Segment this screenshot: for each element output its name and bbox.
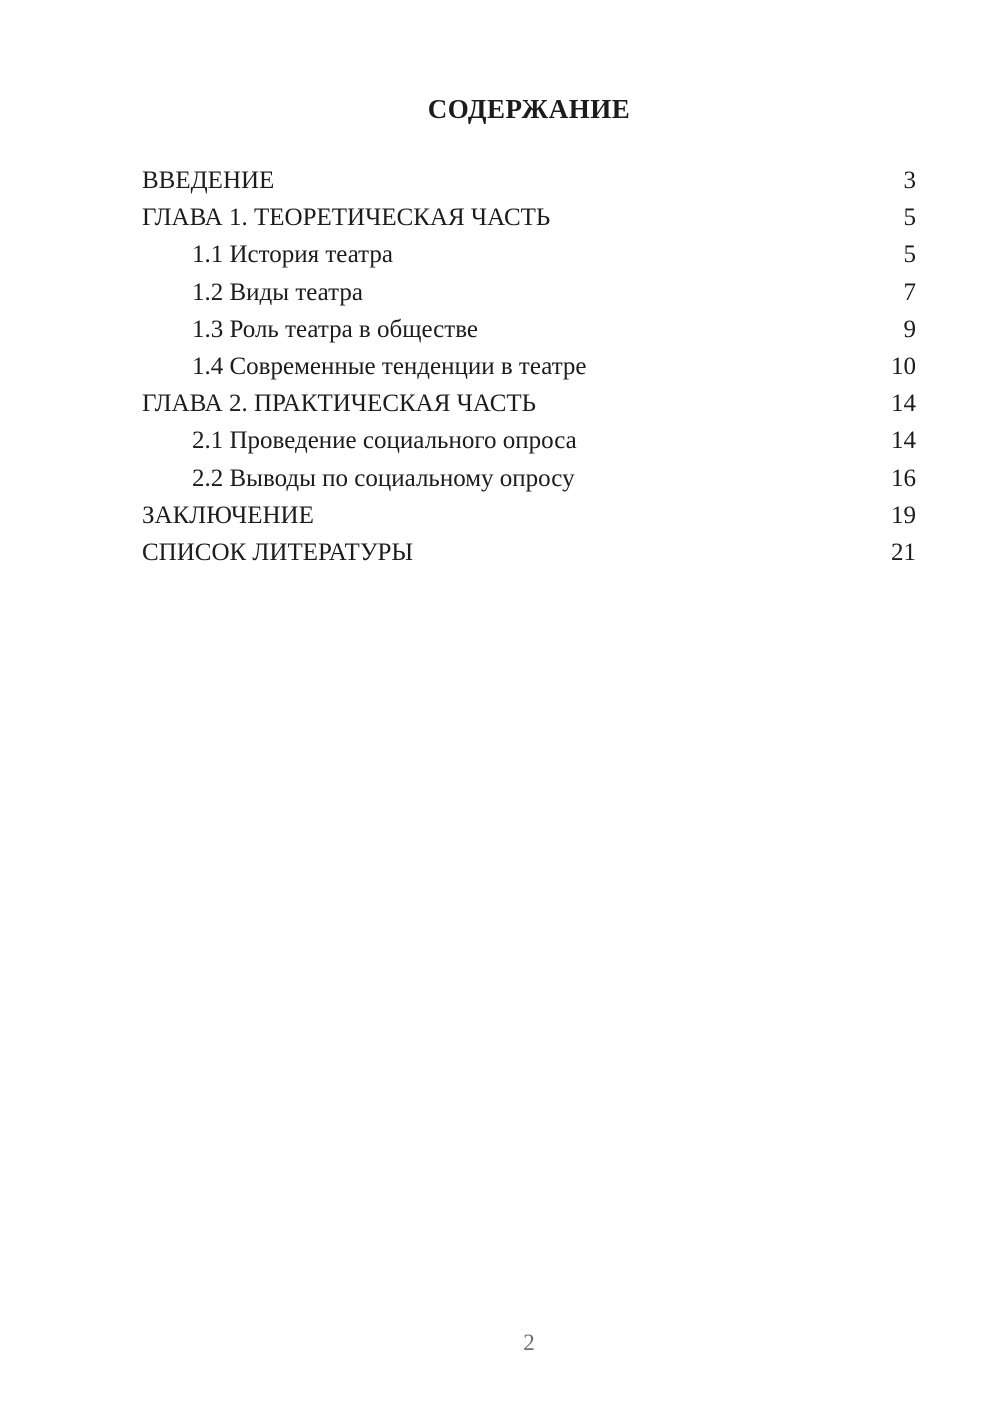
toc-entry-page-number: 14 [891, 427, 916, 455]
page-number-footer: 2 [523, 1330, 535, 1355]
toc-entry-label: 2.2 Выводы по социальному опросу [192, 464, 575, 492]
toc-entry-label: 1.2 Виды театра [192, 278, 363, 306]
toc-entry-label: ГЛАВА 1. ТЕОРЕТИЧЕСКАЯ ЧАСТЬ [142, 204, 551, 232]
toc-entry-label: ЗАКЛЮЧЕНИЕ [142, 501, 314, 529]
toc-entry [142, 497, 916, 534]
toc-entry-label: ГЛАВА 2. ПРАКТИЧЕСКАЯ ЧАСТЬ [142, 390, 537, 418]
toc-entry [142, 311, 916, 348]
toc-entry-page-number: 10 [891, 352, 916, 380]
toc-entry-page-number: 21 [891, 538, 916, 566]
toc-entry-label: 1.3 Роль театра в обществе [192, 315, 478, 343]
toc-entry-label: 2.1 Проведение социального опроса [192, 427, 577, 455]
toc-entry-label: 1.1 История театра [192, 241, 393, 269]
toc-entry-page-number: 5 [903, 241, 916, 269]
toc-entry [142, 385, 916, 422]
toc-entry [142, 199, 916, 236]
toc-entry-page-number: 7 [903, 278, 916, 306]
toc-entry [142, 534, 916, 571]
toc-entry-page-number: 3 [903, 167, 916, 194]
toc-entry-page-number: 16 [891, 464, 916, 492]
toc-entry [142, 274, 916, 311]
toc-entry-page-number: 19 [891, 501, 916, 529]
toc-entry-page-number: 5 [903, 204, 916, 232]
toc-entry [142, 236, 916, 273]
page-title: СОДЕРЖАНИЕ [427, 94, 631, 124]
toc-entry [142, 460, 916, 497]
toc-entry-label: СПИСОК ЛИТЕРАТУРЫ [142, 538, 414, 566]
table-of-contents [142, 162, 916, 571]
toc-entry [142, 348, 916, 385]
toc-entry-label: 1.4 Современные тенденции в театре [192, 352, 587, 380]
toc-entry-page-number: 14 [891, 390, 916, 418]
toc-entry-label: ВВЕДЕНИЕ [142, 167, 275, 194]
toc-entry [142, 162, 916, 199]
toc-entry-page-number: 9 [903, 315, 916, 343]
toc-entry [142, 422, 916, 459]
